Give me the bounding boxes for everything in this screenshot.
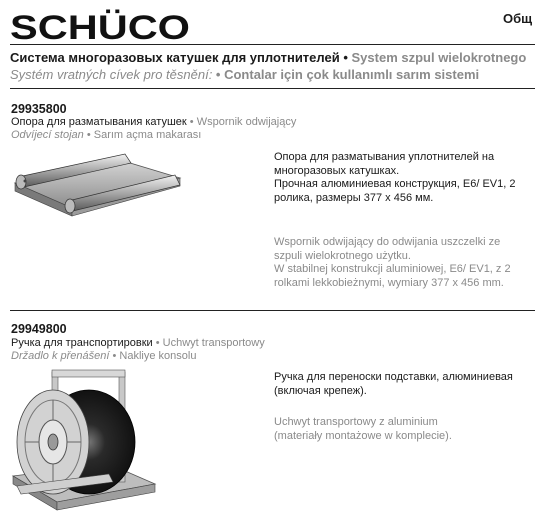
catalog-title: Система многоразовых катушек для уплотнителей • System szpul wielokrotnego — [10, 50, 527, 65]
article-number: 29935800 — [11, 102, 67, 116]
unwinding-stand-image — [10, 150, 185, 228]
product-description-pl: Wspornik odwijający do odwijania uszczelki ze szpuli wielokrotnego użytku. W stabilnej konstrukcji aluminiowej, E6/ EV1, z 2 rolkami lekkobieżnymi, wymiary 377 x 456 mm. — [274, 236, 511, 289]
catalog-subtitle: Systém vratných cívek pro těsnění: • Contalar için çok kullanımlı sarım sistemi — [10, 67, 480, 82]
product-description-ru: Ручка для переноски подставки, алюминиевая (включая крепеж). — [274, 371, 513, 397]
transport-handle-image — [9, 368, 159, 524]
title-divider — [10, 88, 535, 89]
product-name-line: Опора для разматывания катушек • Wspornik odwijający — [11, 116, 297, 128]
header-divider — [10, 44, 535, 45]
product-name-line-2: Odvíjecí stojan • Sarım açma makarası — [11, 129, 202, 141]
product-description-ru: Опора для разматывания уплотнителей на многоразовых катушках. Прочная алюминиевая конструкция, E6/ EV1, 2 ролика, размеры 377 x 456 мм. — [274, 151, 516, 204]
product-description-pl: Uchwyt transportowy z aluminium (materiały montażowe w komplecie). — [274, 416, 452, 442]
product-name-line-2: Držadlo k přenášení • Nakliye konsolu — [11, 350, 197, 362]
product-name-line: Ручка для транспортировки • Uchwyt transportowy — [11, 337, 265, 349]
schuco-logo — [10, 8, 195, 42]
corner-heading: Общ — [503, 11, 533, 26]
svg-text:SCHÜCO: SCHÜCO — [10, 9, 190, 42]
section-divider — [10, 310, 535, 311]
article-number: 29949800 — [11, 322, 67, 336]
